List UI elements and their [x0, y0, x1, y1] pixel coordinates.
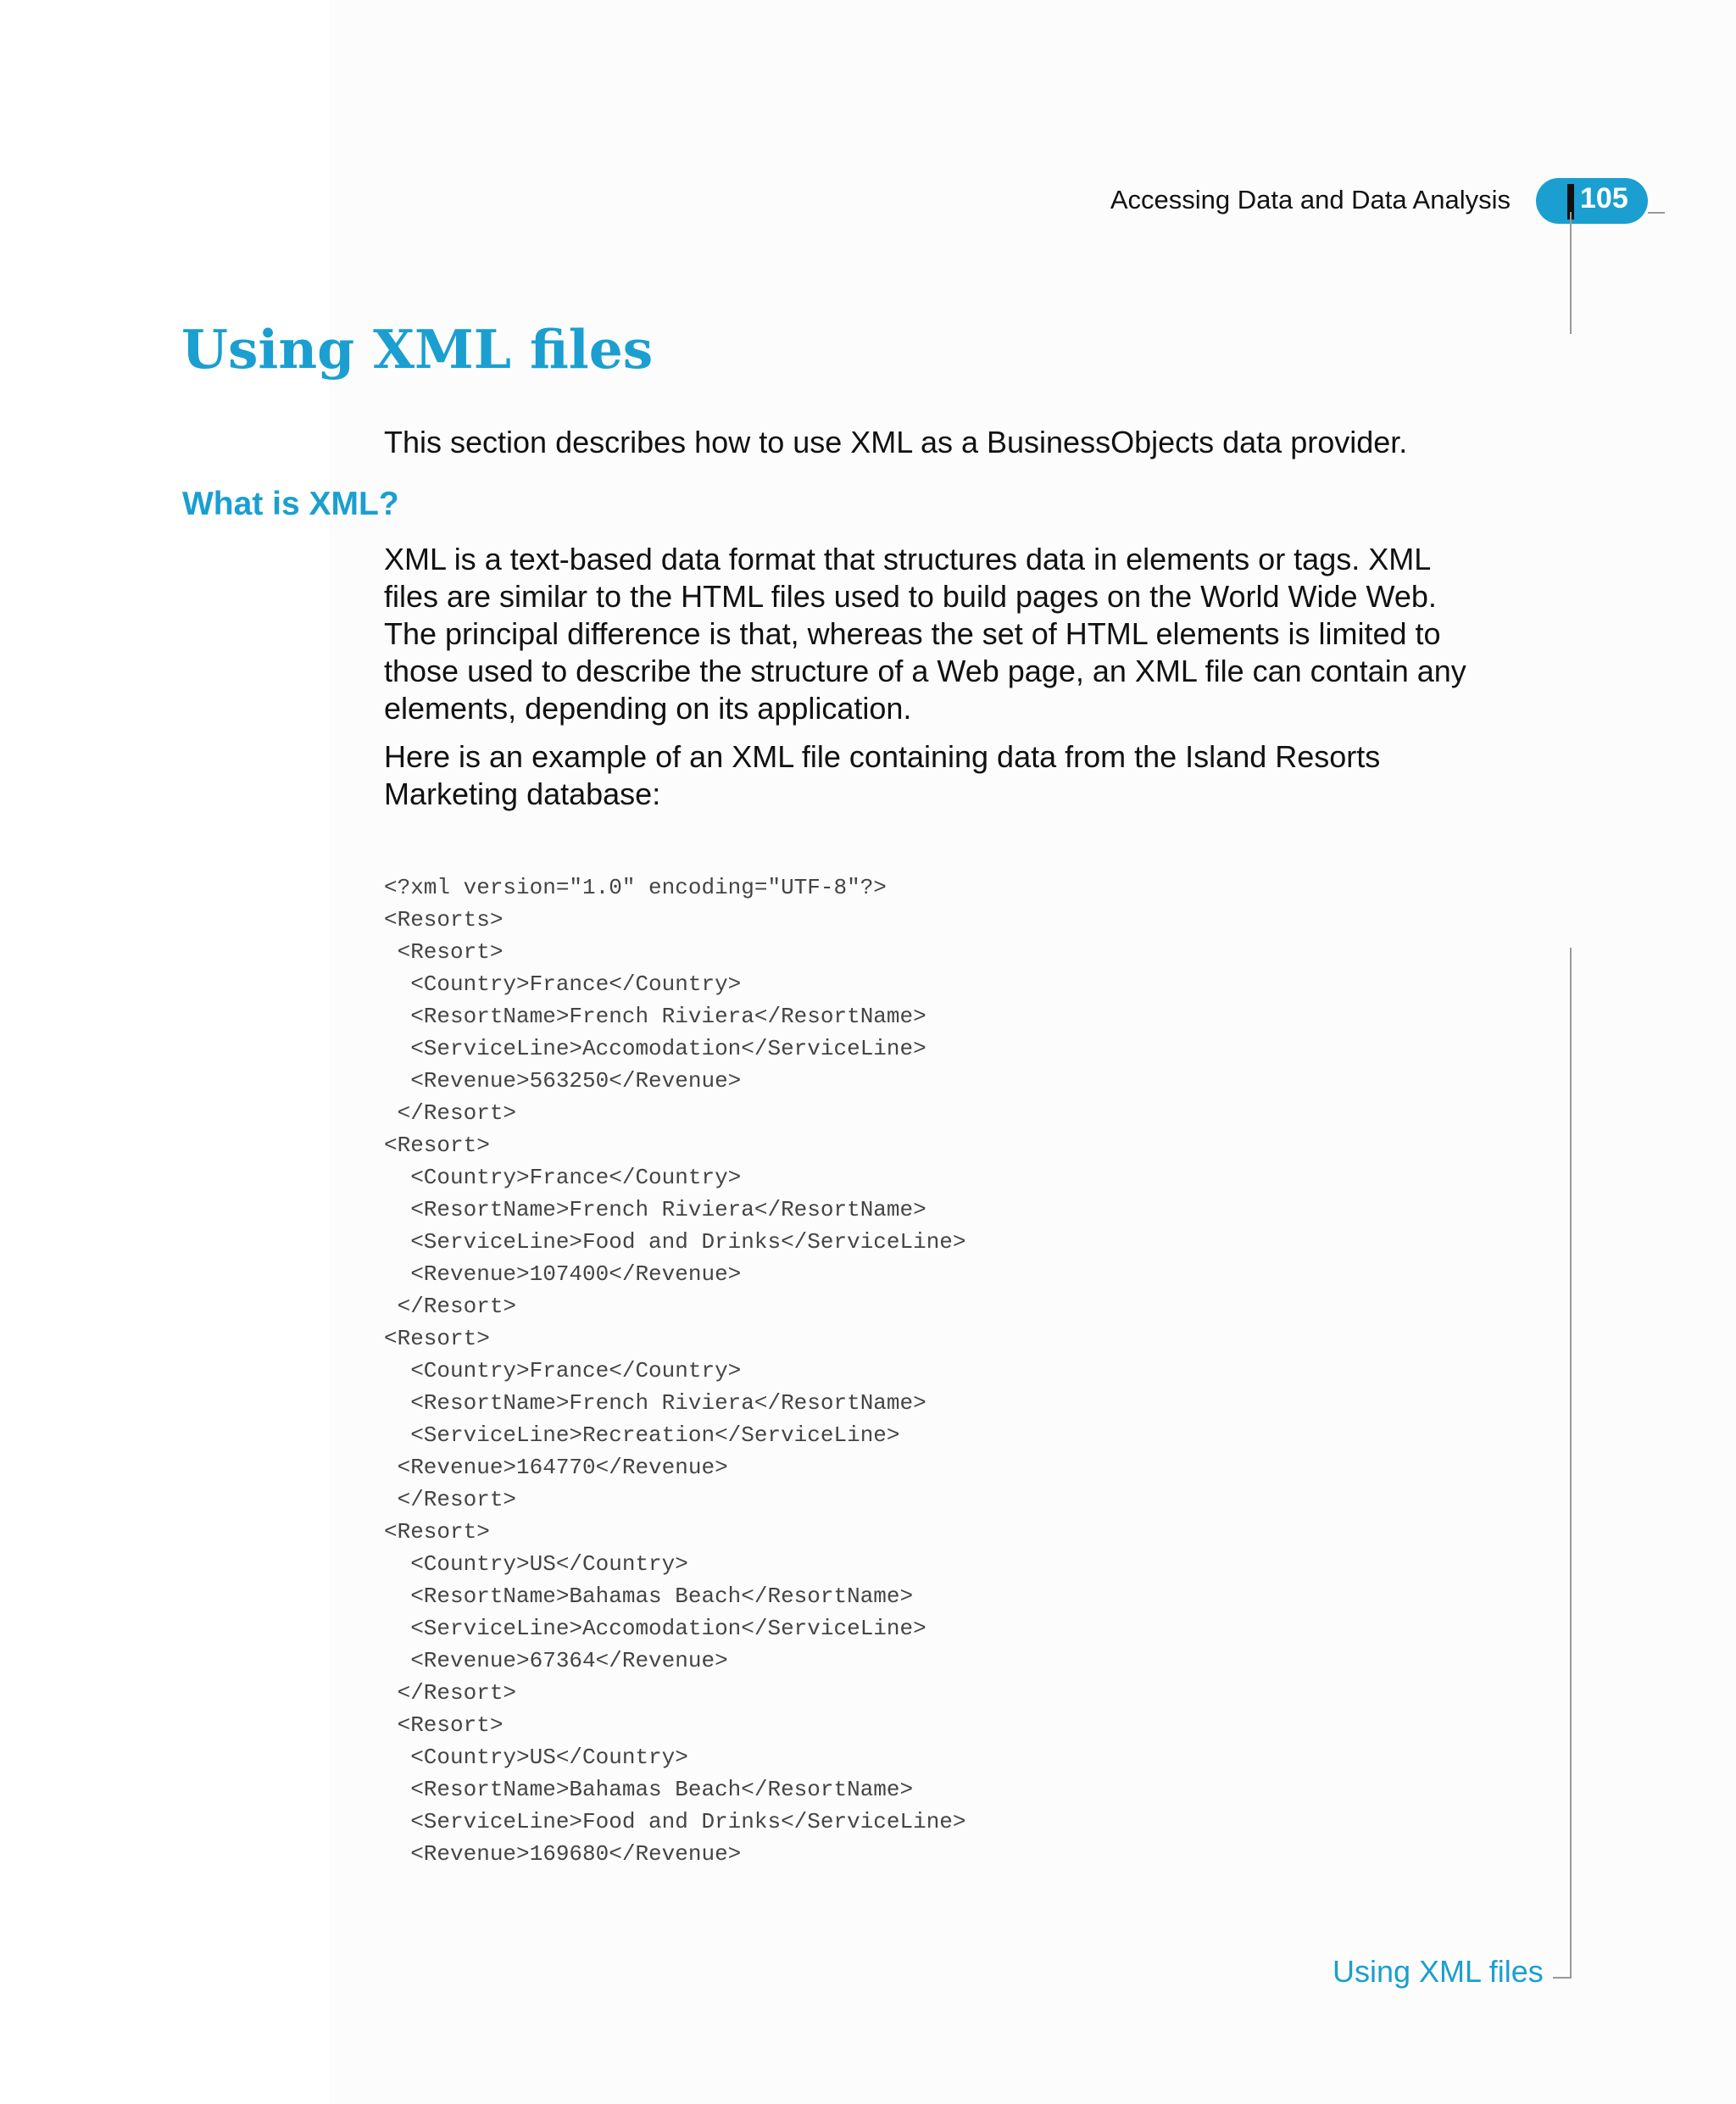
footer-section-label: Using XML files [1333, 1954, 1544, 1989]
page-number-badge [1536, 178, 1648, 224]
code-line: <ServiceLine>Recreation</ServiceLine> [384, 1422, 900, 1448]
code-line: <Revenue>164770</Revenue> [384, 1455, 728, 1480]
code-line: <Revenue>67364</Revenue> [384, 1648, 728, 1673]
code-line: </Resort> [384, 1680, 517, 1706]
code-line: <ResortName>Bahamas Beach</ResortName> [384, 1777, 914, 1802]
code-line: <ServiceLine>Accomodation</ServiceLine> [384, 1036, 926, 1061]
code-line: <Resorts> [384, 907, 504, 932]
code-line: <Country>France</Country> [384, 971, 742, 997]
code-line: </Resort> [384, 1100, 517, 1126]
subsection-heading: What is XML? [182, 486, 399, 522]
margin-rule-bottom [1570, 948, 1572, 1979]
code-line: <ServiceLine>Accomodation</ServiceLine> [384, 1616, 926, 1641]
code-line: <ResortName>French Riviera</ResortName> [384, 1197, 926, 1222]
code-line: <ServiceLine>Food and Drinks</ServiceLine> [384, 1809, 966, 1834]
code-line: <?xml version="1.0" encoding="UTF-8"?> [384, 875, 887, 900]
code-line: <Revenue>563250</Revenue> [384, 1068, 742, 1094]
code-line: <ResortName>Bahamas Beach</ResortName> [384, 1584, 914, 1609]
code-line: <Country>US</Country> [384, 1551, 688, 1577]
code-line: <Revenue>107400</Revenue> [384, 1261, 742, 1287]
code-line: <Resort> [384, 1133, 490, 1158]
code-line: </Resort> [384, 1487, 517, 1512]
code-line: <Revenue>169680</Revenue> [384, 1841, 742, 1867]
code-line: <Country>France</Country> [384, 1358, 742, 1383]
code-line: <Resort> [384, 1326, 490, 1351]
body-paragraph: XML is a text-based data format that structures data in elements or tags. XML files are similar to the HTML files used to build pages on the World Wide Web. The principal difference is that, whereas the set of HTML elements is limited to those used to describe the structure of a Web page, an XML file can contain any elements, depending on its application. [384, 542, 1466, 726]
margin-rule-top [1570, 212, 1572, 334]
section-intro: This section describes how to use XML as a BusinessObjects data provider. [384, 425, 1408, 459]
body-paragraph: Here is an example of an XML file containing data from the Island Resorts Marketing database: [384, 739, 1381, 811]
code-line: <Country>France</Country> [384, 1165, 742, 1190]
header-tick-rule [1648, 212, 1665, 214]
code-line: <ResortName>French Riviera</ResortName> [384, 1004, 926, 1029]
code-line: <ServiceLine>Food and Drinks</ServiceLine> [384, 1229, 966, 1255]
code-line: <Country>US</Country> [384, 1745, 688, 1770]
code-line: <Resort> [384, 1519, 490, 1545]
footer-tick-rule [1553, 1977, 1572, 1979]
xml-code-block [384, 871, 966, 1870]
running-header: Accessing Data and Data Analysis [1110, 185, 1511, 214]
section-title: Using XML files [181, 318, 654, 381]
code-line: </Resort> [384, 1294, 517, 1319]
code-line: <ResortName>French Riviera</ResortName> [384, 1390, 926, 1416]
page-number: 105 [1580, 182, 1628, 214]
code-line: <Resort> [384, 939, 504, 965]
code-line: <Resort> [384, 1712, 504, 1738]
